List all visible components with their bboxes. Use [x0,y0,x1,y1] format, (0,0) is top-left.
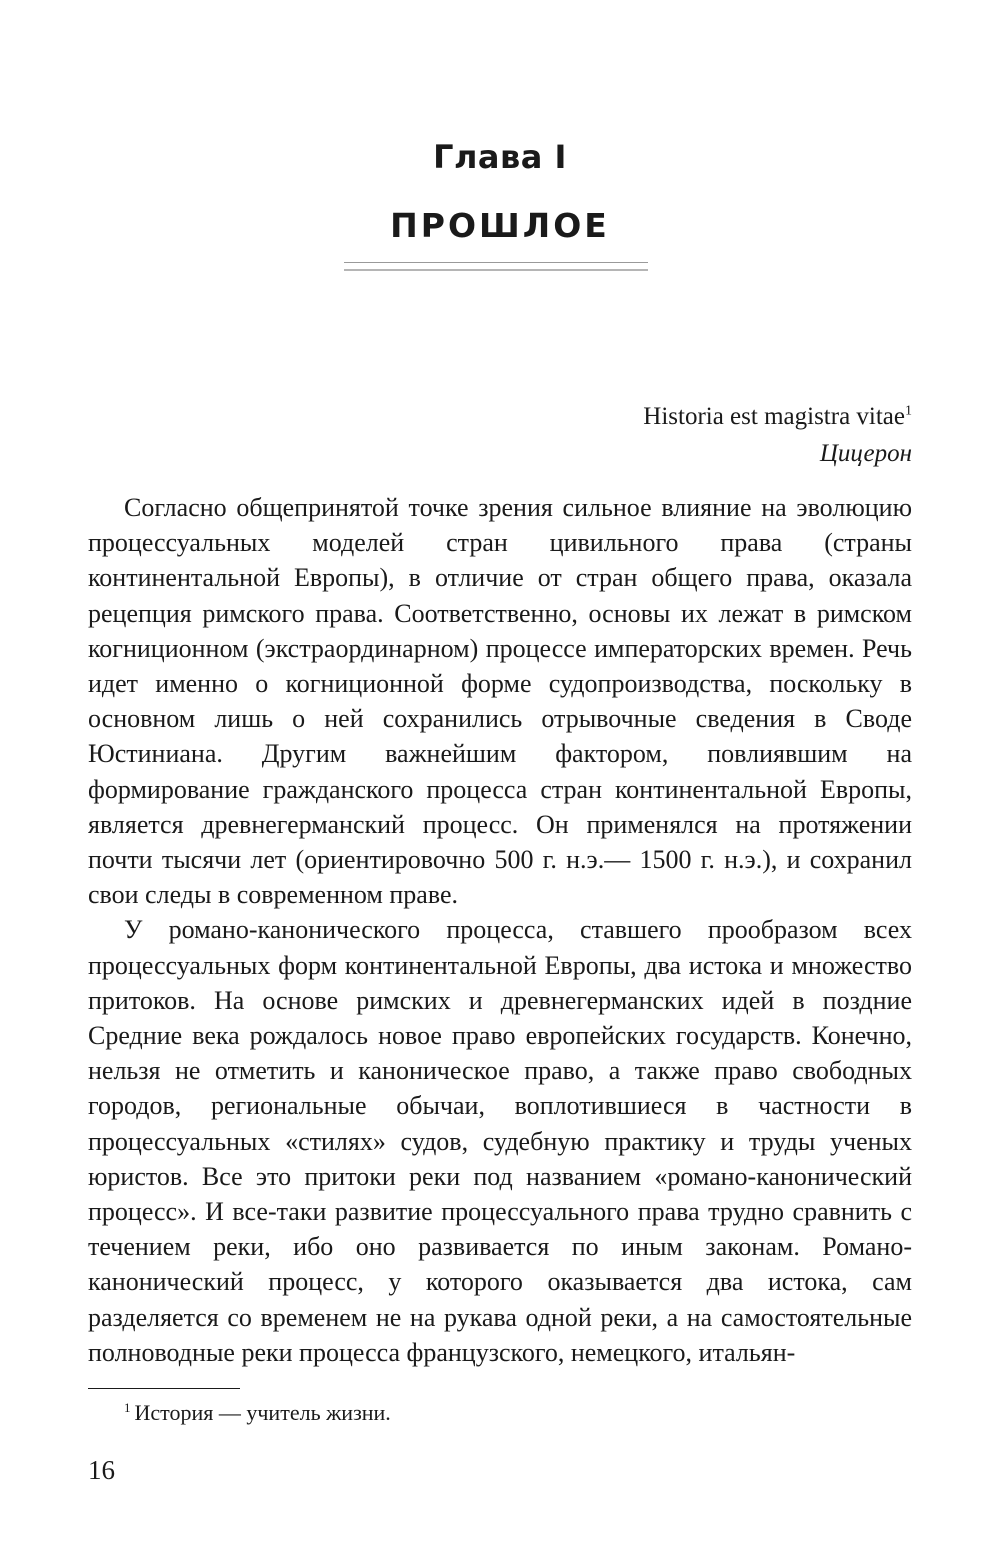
chapter-title: ПРОШЛОЕ [390,206,610,245]
footnote-text: История — учитель жизни. [134,1400,391,1425]
epigraph [643,398,912,472]
chapter-label: Глава I [433,138,567,176]
footnote-reference: 1 [905,403,912,419]
footnote-divider [88,1388,240,1389]
paragraph: У романо-канонического процесса, ставшего прообразом всех процессуальных форм континентальной Европы, два истока и множество притоков. На основе римских и древнегерманских идей в поздние Средние века рождалось новое право европейских государств. Конечно, нельзя не отметить и каноническое право, а также право свободных городов, региональные обычаи, воплотившиеся в частности в процессуальных «стилях» судов, судебную практику и труды ученых юристов. Все это притоки реки под названием «романо-канонический процесс». И все-таки развитие процессуального права трудно сравнить с течением реки, ибо оно развивается по иным законам. Романо-канонический процесс, у которого оказывается два истока, сам разделяется со временем не на рукава одной реки, а на самостоятельные полноводные реки процесса французского, немецкого, итальян- [88,915,912,1367]
epigraph-quote-text: Historia est magistra vitae [643,403,905,430]
footnote-mark: 1 [124,1399,131,1415]
paragraph: Согласно общепринятой точке зрения сильное влияние на эволюцию процессуальных моделей стран цивильного права (страны континентальной Европы), в отличие от стран общего права, оказала рецепция римского права. Соответственно, основы их лежат в римском когниционном (экстраординарном) процессе императорских времен. Речь идет именно о когниционной форме судопроизводства, поскольку в основном лишь о ней сохранились отрывочные сведения в Своде Юстиниана. Другим важнейшим фактором, повлиявшим на формирование гражданского процесса стран континентальной Европы, является древнегерманский процесс. Он применялся на протяжении почти тысячи лет (ориентировочно 500 г. н.э.— 1500 г. н.э.), и сохранил свои следы в современном праве. [88,493,912,910]
epigraph-author: Цицерон [819,440,912,467]
title-divider [344,262,648,271]
page-number: 16 [88,1455,115,1485]
epigraph-quote [643,398,912,435]
footnote [124,1398,391,1428]
body-text [88,490,912,1370]
